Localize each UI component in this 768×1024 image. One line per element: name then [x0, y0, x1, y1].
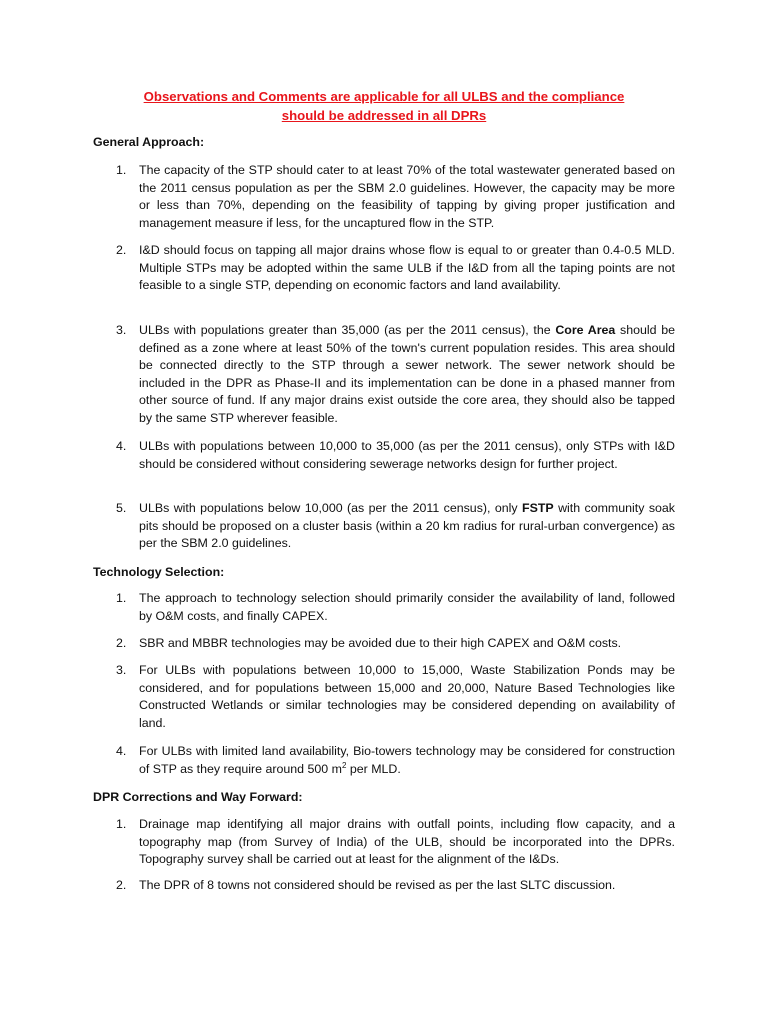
item-text-pre: For ULBs with limited land availability, Bio-towers technology may be considered for construction of STP as they require around 500 m	[139, 744, 675, 776]
list-item	[93, 242, 675, 295]
item-text-post: should be defined as a zone where at least 50% of the town's current population resides. This area should be connected directly to the STP through a sewer network. The sewer network should be included in the DPR as Phase-II and its implementation can be done in a phased manner from other source of fund. If any major drains exist outside the core area, they should also be tapped by the same STP wherever feasible.	[139, 323, 676, 425]
list-item	[93, 322, 675, 428]
item-text: The DPR of 8 towns not considered should be revised as per the last SLTC discussion.	[139, 878, 616, 892]
item-text	[139, 743, 675, 778]
item-text: The approach to technology selection should primarily consider the availability of land, followed by O&M costs, and finally CAPEX.	[139, 591, 675, 623]
item-number: 1.	[116, 817, 127, 831]
list-item	[93, 743, 675, 778]
list-item	[93, 635, 675, 653]
item-text: The capacity of the STP should cater to at least 70% of the total wastewater generated based on the 2011 census population as per the SBM 2.0 guidelines. However, the capacity may be more or less than 70%, depending on the feasibility of tapping by giving proper justification and management measure if less, for the uncaptured flow in the STP.	[139, 163, 675, 230]
item-number: 5.	[116, 501, 127, 515]
fstp-term: FSTP	[522, 501, 554, 515]
core-area-term: Core Area	[555, 323, 616, 337]
section-heading-dpr-corrections: DPR Corrections and Way Forward:	[93, 790, 303, 804]
list-item	[93, 590, 675, 625]
list-item	[93, 877, 675, 895]
item-number: 2.	[116, 636, 127, 650]
item-number: 2.	[116, 878, 127, 892]
superscript: 2	[341, 760, 347, 770]
item-text	[139, 500, 675, 553]
section-heading-technology-selection: Technology Selection:	[93, 565, 225, 579]
section-heading-general-approach: General Approach:	[93, 135, 205, 149]
item-text	[139, 322, 675, 428]
list-item	[93, 662, 675, 732]
list-item	[93, 500, 675, 553]
item-text-pre: ULBs with populations below 10,000 (as per the 2011 census), only	[139, 501, 522, 515]
item-text: SBR and MBBR technologies may be avoided due to their high CAPEX and O&M costs.	[139, 636, 622, 650]
list-item	[93, 816, 675, 869]
item-number: 1.	[116, 163, 127, 177]
item-text-pre: ULBs with populations greater than 35,000 (as per the 2011 census), the	[139, 323, 556, 337]
item-number: 4.	[116, 744, 127, 758]
item-number: 2.	[116, 243, 127, 257]
item-number: 3.	[116, 663, 127, 677]
item-text: Drainage map identifying all major drains with outfall points, including flow capacity, and a topography map (from Survey of India) of the ULB, should be incorporated into the DPRs. Topography survey shall be carried out at least for the alignment of the I&Ds.	[139, 817, 675, 867]
list-item	[93, 438, 675, 473]
item-text: ULBs with populations between 10,000 to 35,000 (as per the 2011 census), only STPs with I&D should be considered without considering sewerage networks design for further project.	[139, 439, 675, 471]
item-text: I&D should focus on tapping all major drains whose flow is equal to or greater than 0.4-0.5 MLD. Multiple STPs may be adopted within the same ULB if the I&D from all the taping points are not feasible to a single STP, depending on economic factors and land availability.	[139, 243, 675, 293]
list-item	[93, 162, 675, 232]
title-line-1: Observations and Comments are applicable for all ULBS and the compliance	[143, 89, 625, 104]
item-number: 3.	[116, 323, 127, 337]
item-number: 4.	[116, 439, 127, 453]
document-title	[92, 87, 676, 125]
title-line-2: should be addressed in all DPRs	[281, 108, 487, 123]
item-number: 1.	[116, 591, 127, 605]
item-text-post: per MLD.	[346, 761, 401, 776]
item-text-post: with community soak pits should be proposed on a cluster basis (within a 20 km radius for rural-urban convergence) as per the SBM 2.0 guidelines.	[139, 501, 675, 551]
item-text: For ULBs with populations between 10,000 to 15,000, Waste Stabilization Ponds may be considered, and for populations between 15,000 and 20,000, Nature Based Technologies like Constructed Wetlands or similar technologies may be considered depending on availability of land.	[139, 663, 675, 730]
